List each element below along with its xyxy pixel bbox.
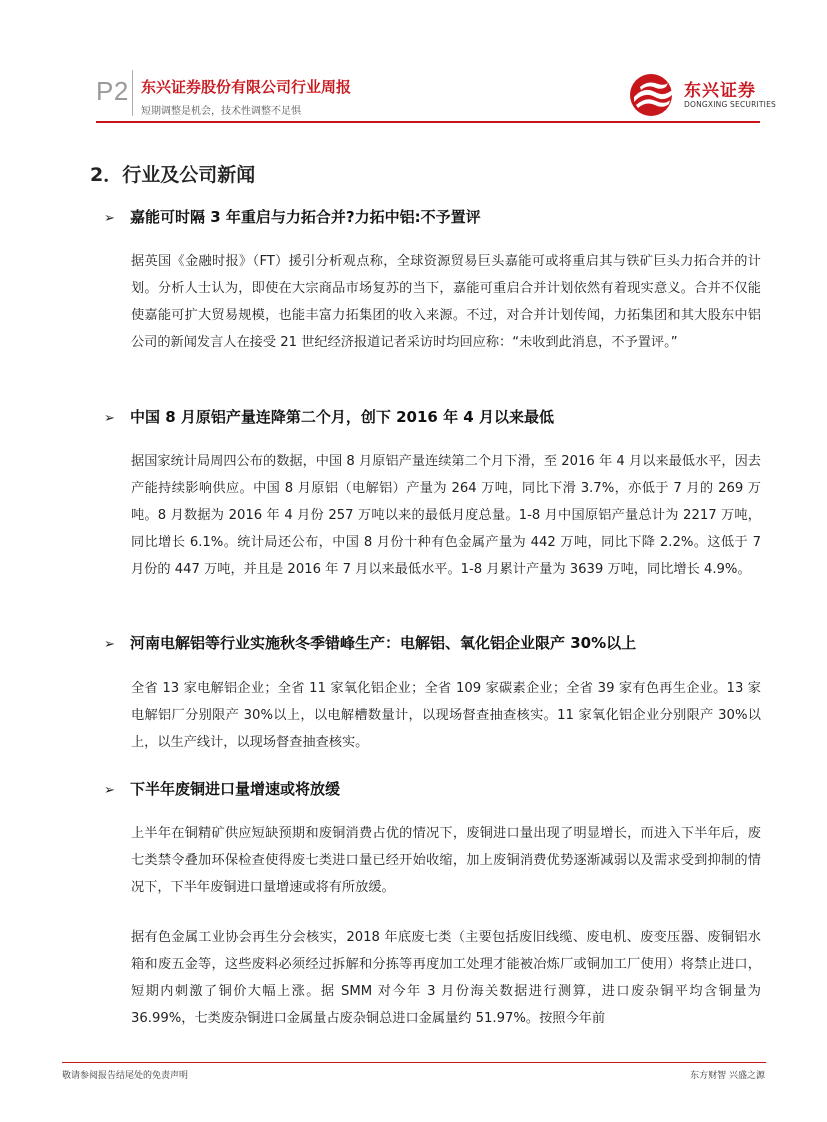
news-headline: ➢ 嘉能可时隔 3 年重启与力拓合并?力拓中铝:不予置评 — [104, 208, 481, 226]
arrow-bullet-icon: ➢ — [104, 637, 115, 652]
page-number: P2 — [96, 76, 129, 106]
logo-text-en: DONGXING SECURITIES — [684, 100, 776, 109]
news-paragraph: 全省 13 家电解铝企业；全省 11 家氧化铝企业；全省 109 家碳素企业；全省 39 家有色再生企业。13 家电解铝厂分别限产 30%以上，以电解槽数量计，以现场督查抽查核实。11 家氧化铝企业分别限产 30%以上，以生产线计，以现场督查抽查核实。 — [131, 681, 761, 750]
news-headline: ➢ 下半年废铜进口量增速或将放缓 — [104, 780, 341, 798]
arrow-bullet-icon: ➢ — [104, 411, 115, 426]
report-title: 东兴证券股份有限公司行业周报 — [141, 78, 352, 96]
news-headline: ➢ 中国 8 月原铝产量连降第二个月，创下 2016 年 4 月以来最低 — [104, 408, 554, 426]
arrow-bullet-icon: ➢ — [104, 211, 115, 226]
news-headline: ➢ 河南电解铝等行业实施秋冬季错峰生产：电解铝、氧化铝企业限产 30%以上 — [104, 634, 637, 652]
news-paragraph: 据英国《金融时报》（FT）援引分析观点称，全球资源贸易巨头嘉能可或将重启其与铁矿巨头力拓合并的计划。分析人士认为，即使在大宗商品市场复苏的当下，嘉能可重启合并计划依然有着现实意义。合并不仅能使嘉能可扩大贸易规模，也能丰富力拓集团的收入来源。不过，对合并计划传闻，力拓集团和其大股东中铝公司的新闻发言人在接受 21 世纪经济报道记者采访时均回应称：“未收到此消息，不予置评。” — [131, 254, 761, 350]
disclaimer-note: 敬请参阅报告结尾处的免责声明 — [62, 1071, 189, 1081]
footer-slogan: 东方财智 兴盛之源 — [690, 1071, 765, 1081]
header-divider — [132, 70, 133, 116]
header-rule — [96, 121, 760, 123]
footer-rule — [62, 1062, 766, 1063]
report-subtitle: 短期调整是机会，技术性调整不足惧 — [141, 106, 301, 117]
news-paragraph: 上半年在铜精矿供应短缺预期和废铜消费占优的情况下，废铜进口量出现了明显增长，而进入下半年后，废七类禁令叠加环保检查使得废七类进口量已经开始收缩，加上废铜消费优势逐渐减弱以及需求受到抑制的情况下，下半年废铜进口量增速或将有所放缓。 — [131, 826, 761, 895]
section-title: 2．行业及公司新闻 — [90, 164, 256, 186]
logo-text-cn: 东兴证券 — [684, 81, 756, 101]
company-logo — [628, 72, 776, 120]
news-paragraph: 据有色金属工业协会再生分会核实，2018 年底废七类（主要包括废旧线缆、废电机、废变压器、废铜铝水箱和废五金等，这些废料必须经过拆解和分拣等再度加工处理才能被冶炼厂或铜加工厂使用）将禁止进口，短期内刺激了铜价大幅上涨。据 SMM 对今年 3 月份海关数据进行测算，进口废杂铜平均含铜量为 36.99%，七类废杂铜进口金属量占废杂铜总进口金属量约 51.97%。按照今年前 — [131, 930, 761, 1026]
logo-mark-icon — [628, 72, 678, 118]
arrow-bullet-icon: ➢ — [104, 783, 115, 798]
news-paragraph: 据国家统计局周四公布的数据，中国 8 月原铝产量连续第二个月下滑，至 2016 年 4 月以来最低水平，因去产能持续影响供应。中国 8 月原铝（电解铝）产量为 264 万吨，同比下滑 3.7%，亦低于 7 月的 269 万吨。8 月数据为 2016 年 4 月份 257 万吨以来的最低月度总量。1-8 月中国原铝产量总计为 2217 万吨，同比增长 6.1%。统计局还公布，中国 8 月份十种有色金属产量为 442 万吨，同比下降 2.2%。这低于 7 月份的 447 万吨，并且是 2016 年 7 月以来最低水平。1-8 月累计产量为 3639 万吨，同比增长 4.9%。 — [131, 454, 761, 577]
